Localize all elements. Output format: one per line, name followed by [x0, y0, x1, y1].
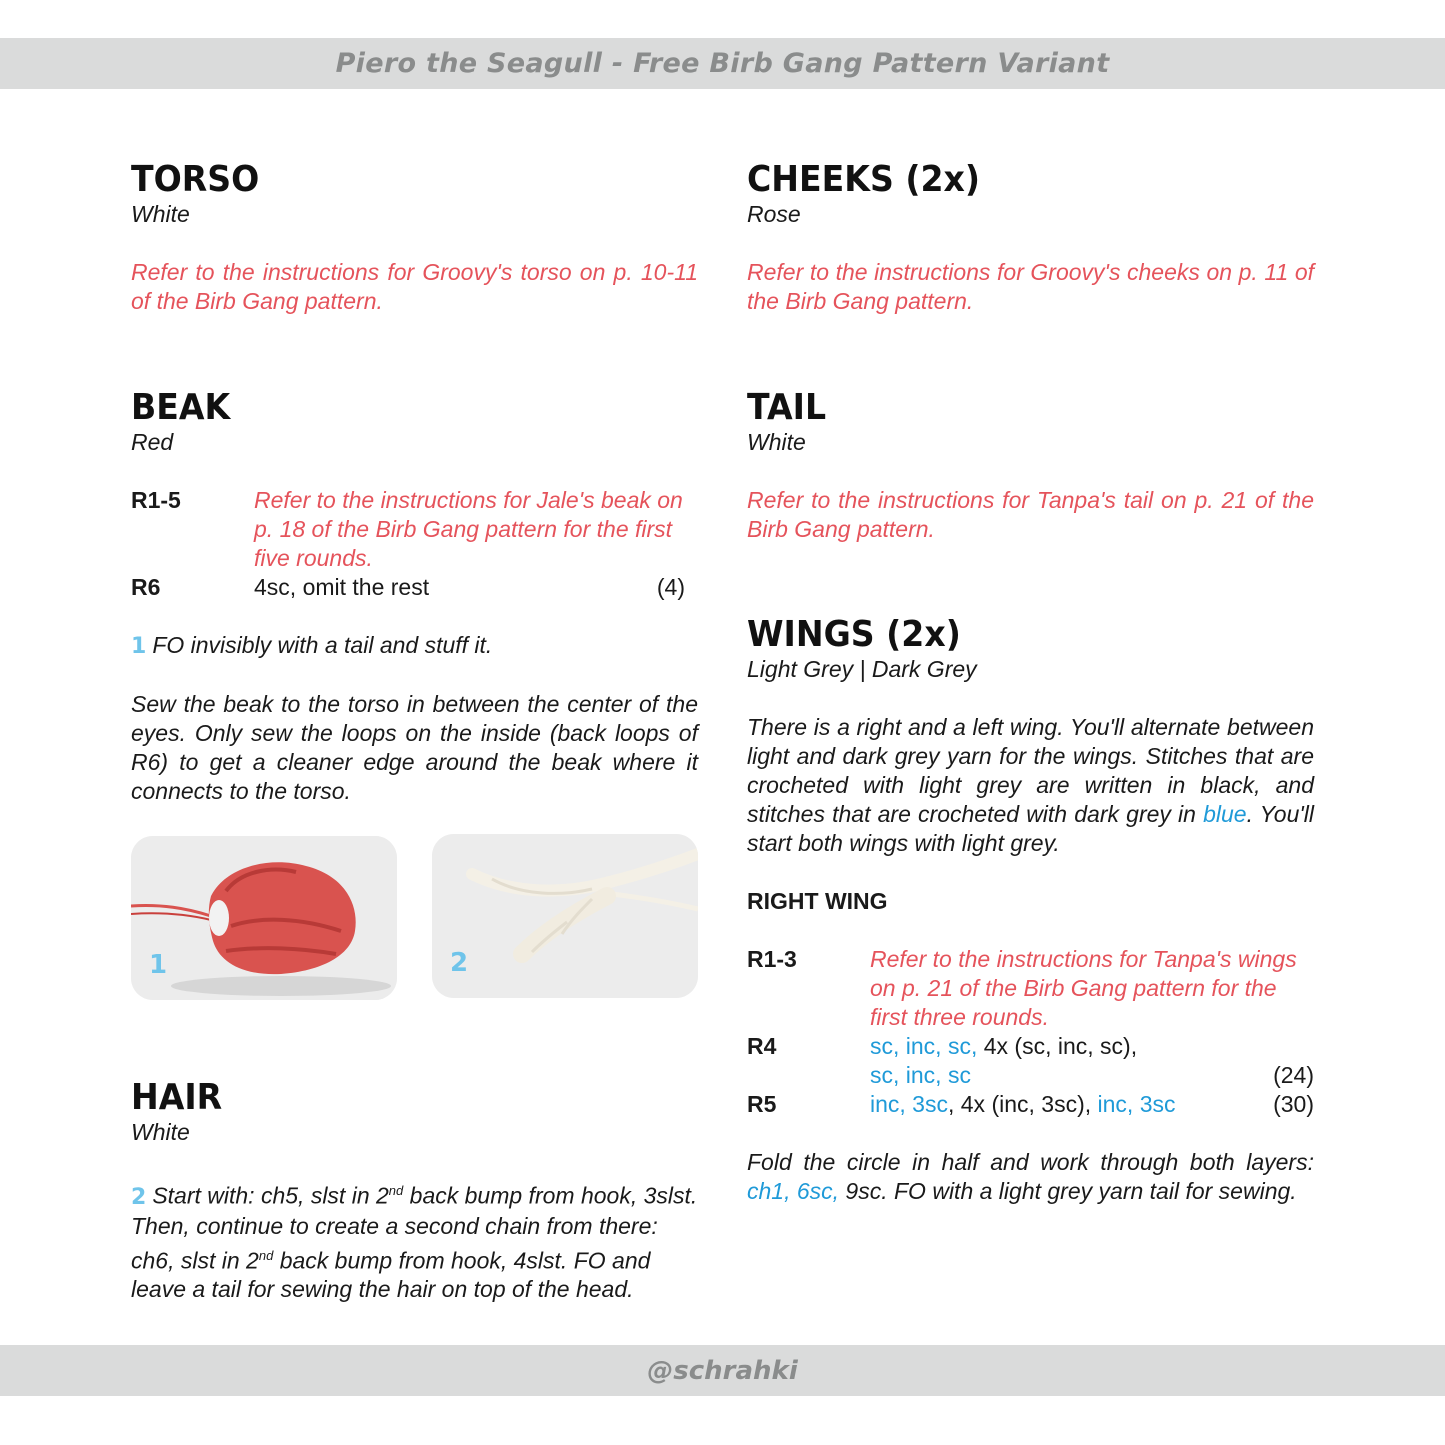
light-grey-stitches: 4x (sc, inc, sc), [977, 1033, 1138, 1059]
right-wing-heading: RIGHT WING [747, 888, 888, 914]
hair-yarn: White [131, 1119, 190, 1145]
row-text: 4sc, omit the rest [254, 574, 430, 600]
wings-title: WINGS (2x) [747, 614, 961, 655]
row-text [870, 1090, 1314, 1119]
cheeks-note: Refer to the instructions for Groovy's cheeks on p. 11 of the Birb Gang pattern. [747, 259, 1314, 314]
torso-note: Refer to the instructions for Groovy's torso on p. 10-11 of the Birb Gang pattern. [131, 259, 698, 314]
torso-yarn: White [131, 201, 190, 227]
dark-grey-stitches: inc, 3sc [1097, 1091, 1176, 1117]
cheeks-section [747, 160, 1314, 316]
stitch-count: (4) [656, 574, 685, 600]
row-label: R1-3 [747, 946, 797, 972]
hair-instructions [131, 1176, 698, 1304]
tail-title: TAIL [747, 387, 827, 428]
stitch-count: (24) [1273, 1062, 1314, 1088]
dark-grey-stitches: sc, inc, sc, [870, 1033, 978, 1059]
tail-note: Refer to the instructions for Tanpa's tail on p. 21 of the Birb Gang pattern. [747, 487, 1314, 542]
fold-text: Fold the circle in half and work through both layers: [747, 1149, 1314, 1175]
hair-photo [432, 834, 698, 998]
row-label: R1-5 [131, 487, 181, 513]
row-text: Refer to the instructions for Tanpa's wings on p. 21 of the Birb Gang pattern for the first three rounds. [870, 946, 1297, 1030]
white-crochet-hair-image [432, 834, 698, 998]
cheeks-title: CHEEKS (2x) [747, 159, 981, 200]
step-text: FO invisibly with a tail and stuff it. [152, 632, 493, 658]
hair-section [131, 1078, 698, 1304]
beak-row-r6 [131, 573, 685, 602]
beak-step-1 [131, 631, 698, 661]
beak-section [131, 388, 698, 806]
intro-blue-word: blue [1203, 801, 1247, 827]
wing-row-r4 [747, 1032, 1314, 1090]
intro-text: . You'll start both wings with light grey. [747, 801, 1314, 856]
author-handle: @schrahki [647, 1355, 798, 1386]
step-number-badge: 1 [131, 634, 147, 659]
dark-grey-stitches: sc, inc, sc [870, 1062, 971, 1088]
hair-title: HAIR [131, 1077, 223, 1118]
wings-intro [747, 713, 1314, 858]
light-grey-stitches: , 4x (inc, 3sc), [947, 1091, 1098, 1117]
tail-yarn: White [747, 429, 806, 455]
intro-text: There is a right and a left wing. You'll alternate between light and dark grey yarn for the wings. Stitches that are crocheted with light grey are written in black, and stitches that are crocheted with dark grey in [747, 714, 1314, 827]
red-crochet-beak-image [131, 836, 397, 1000]
row-label: R5 [747, 1091, 777, 1117]
step-number-badge: 2 [131, 1184, 147, 1210]
row-text: Refer to the instructions for Jale's beak on p. 18 of the Birb Gang pattern for the first five rounds. [254, 487, 683, 571]
beak-title: BEAK [131, 387, 231, 428]
beak-yarn: Red [131, 429, 174, 455]
wing-row-r1-3 [747, 945, 1314, 1032]
photo-number-badge: 2 [450, 948, 469, 978]
torso-section [131, 160, 698, 316]
dark-grey-stitches: inc, 3sc [870, 1091, 948, 1117]
wings-section [747, 615, 1314, 1206]
ordinal-suffix: nd [258, 1247, 274, 1263]
wings-yarn: Light Grey | Dark Grey [747, 656, 977, 682]
photo-number-badge: 1 [149, 950, 168, 980]
beak-row-r1-5 [131, 486, 698, 573]
stitch-count: (30) [1273, 1091, 1314, 1117]
row-text [870, 1032, 1314, 1090]
torso-title: TORSO [131, 159, 260, 200]
hair-text-part: Start with: ch5, slst in 2 [152, 1182, 389, 1209]
ordinal-suffix: nd [388, 1183, 404, 1198]
footer-band [0, 1345, 1445, 1396]
page-title: Piero the Seagull - Free Birb Gang Pattern Variant [335, 48, 1110, 79]
wings-fold-instructions [747, 1148, 1314, 1206]
tail-section [747, 388, 1314, 544]
hair-text-part: back bump from hook, 3slst. Then, continue to create a second chain from there: ch6, slst in 2 [131, 1182, 698, 1274]
hair-text-part: back bump from hook, 4slst. FO and leave a tail for sewing the hair on top of the head. [131, 1247, 651, 1303]
beak-sew-instructions: Sew the beak to the torso in between the center of the eyes. Only sew the loops on the inside (back loops of R6) to get a cleaner edge around the beak where it connects to the torso. [131, 691, 698, 804]
fold-blue-stitches: ch1, 6sc, [747, 1178, 840, 1204]
wing-row-r5 [747, 1090, 1314, 1119]
row-label: R4 [747, 1033, 777, 1059]
beak-photo [131, 836, 397, 1000]
row-label: R6 [131, 574, 161, 600]
fold-text: 9sc. FO with a light grey yarn tail for sewing. [839, 1178, 1297, 1204]
cheeks-yarn: Rose [747, 201, 801, 227]
header-band [0, 38, 1445, 89]
